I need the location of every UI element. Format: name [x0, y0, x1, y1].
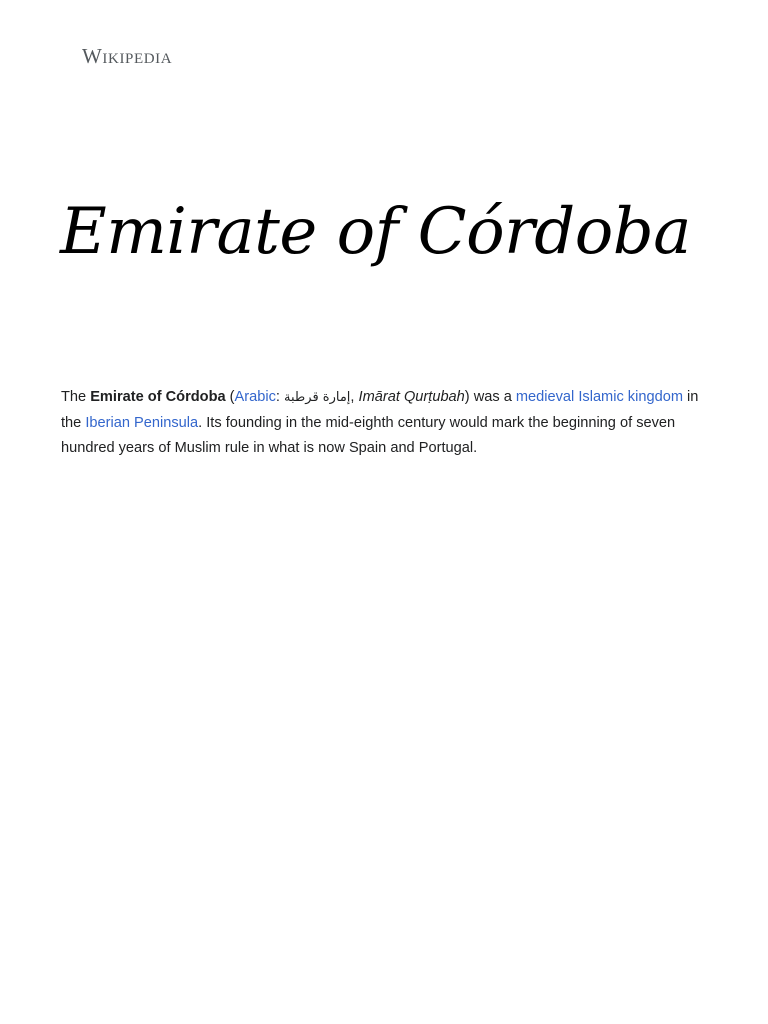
lead-text-colon: : — [275, 389, 285, 405]
lead-text-rest: . Its founding in the mid-eighth century would mark the beginning of seven hundred years of Muslim rule in what is now Spain and Portugal. — [61, 414, 676, 456]
lead-text-in-the: in the — [61, 389, 699, 431]
arabic-language-link[interactable]: Arabic — [234, 389, 276, 405]
arabic-script-name: إمارة قرطبة — [284, 390, 351, 405]
lead-bold-name: Emirate of Córdoba — [90, 389, 226, 405]
lead-text-paren-open: ( — [225, 389, 235, 405]
transliteration-text: Imārat Qurṭubah — [358, 389, 465, 405]
medieval-islamic-kingdom-link[interactable]: medieval Islamic kingdom — [515, 389, 683, 405]
lead-text-was-a: ) was a — [464, 389, 516, 405]
wikipedia-logo[interactable] — [82, 42, 172, 70]
lead-paragraph — [61, 385, 711, 462]
wikipedia-wordmark: Wikipedia — [82, 44, 173, 68]
page-title: Emirate of Córdoba — [60, 195, 691, 269]
lead-text-comma: , — [350, 389, 359, 405]
iberian-peninsula-link[interactable]: Iberian Peninsula — [85, 414, 199, 431]
lead-text-the: The — [61, 389, 91, 405]
